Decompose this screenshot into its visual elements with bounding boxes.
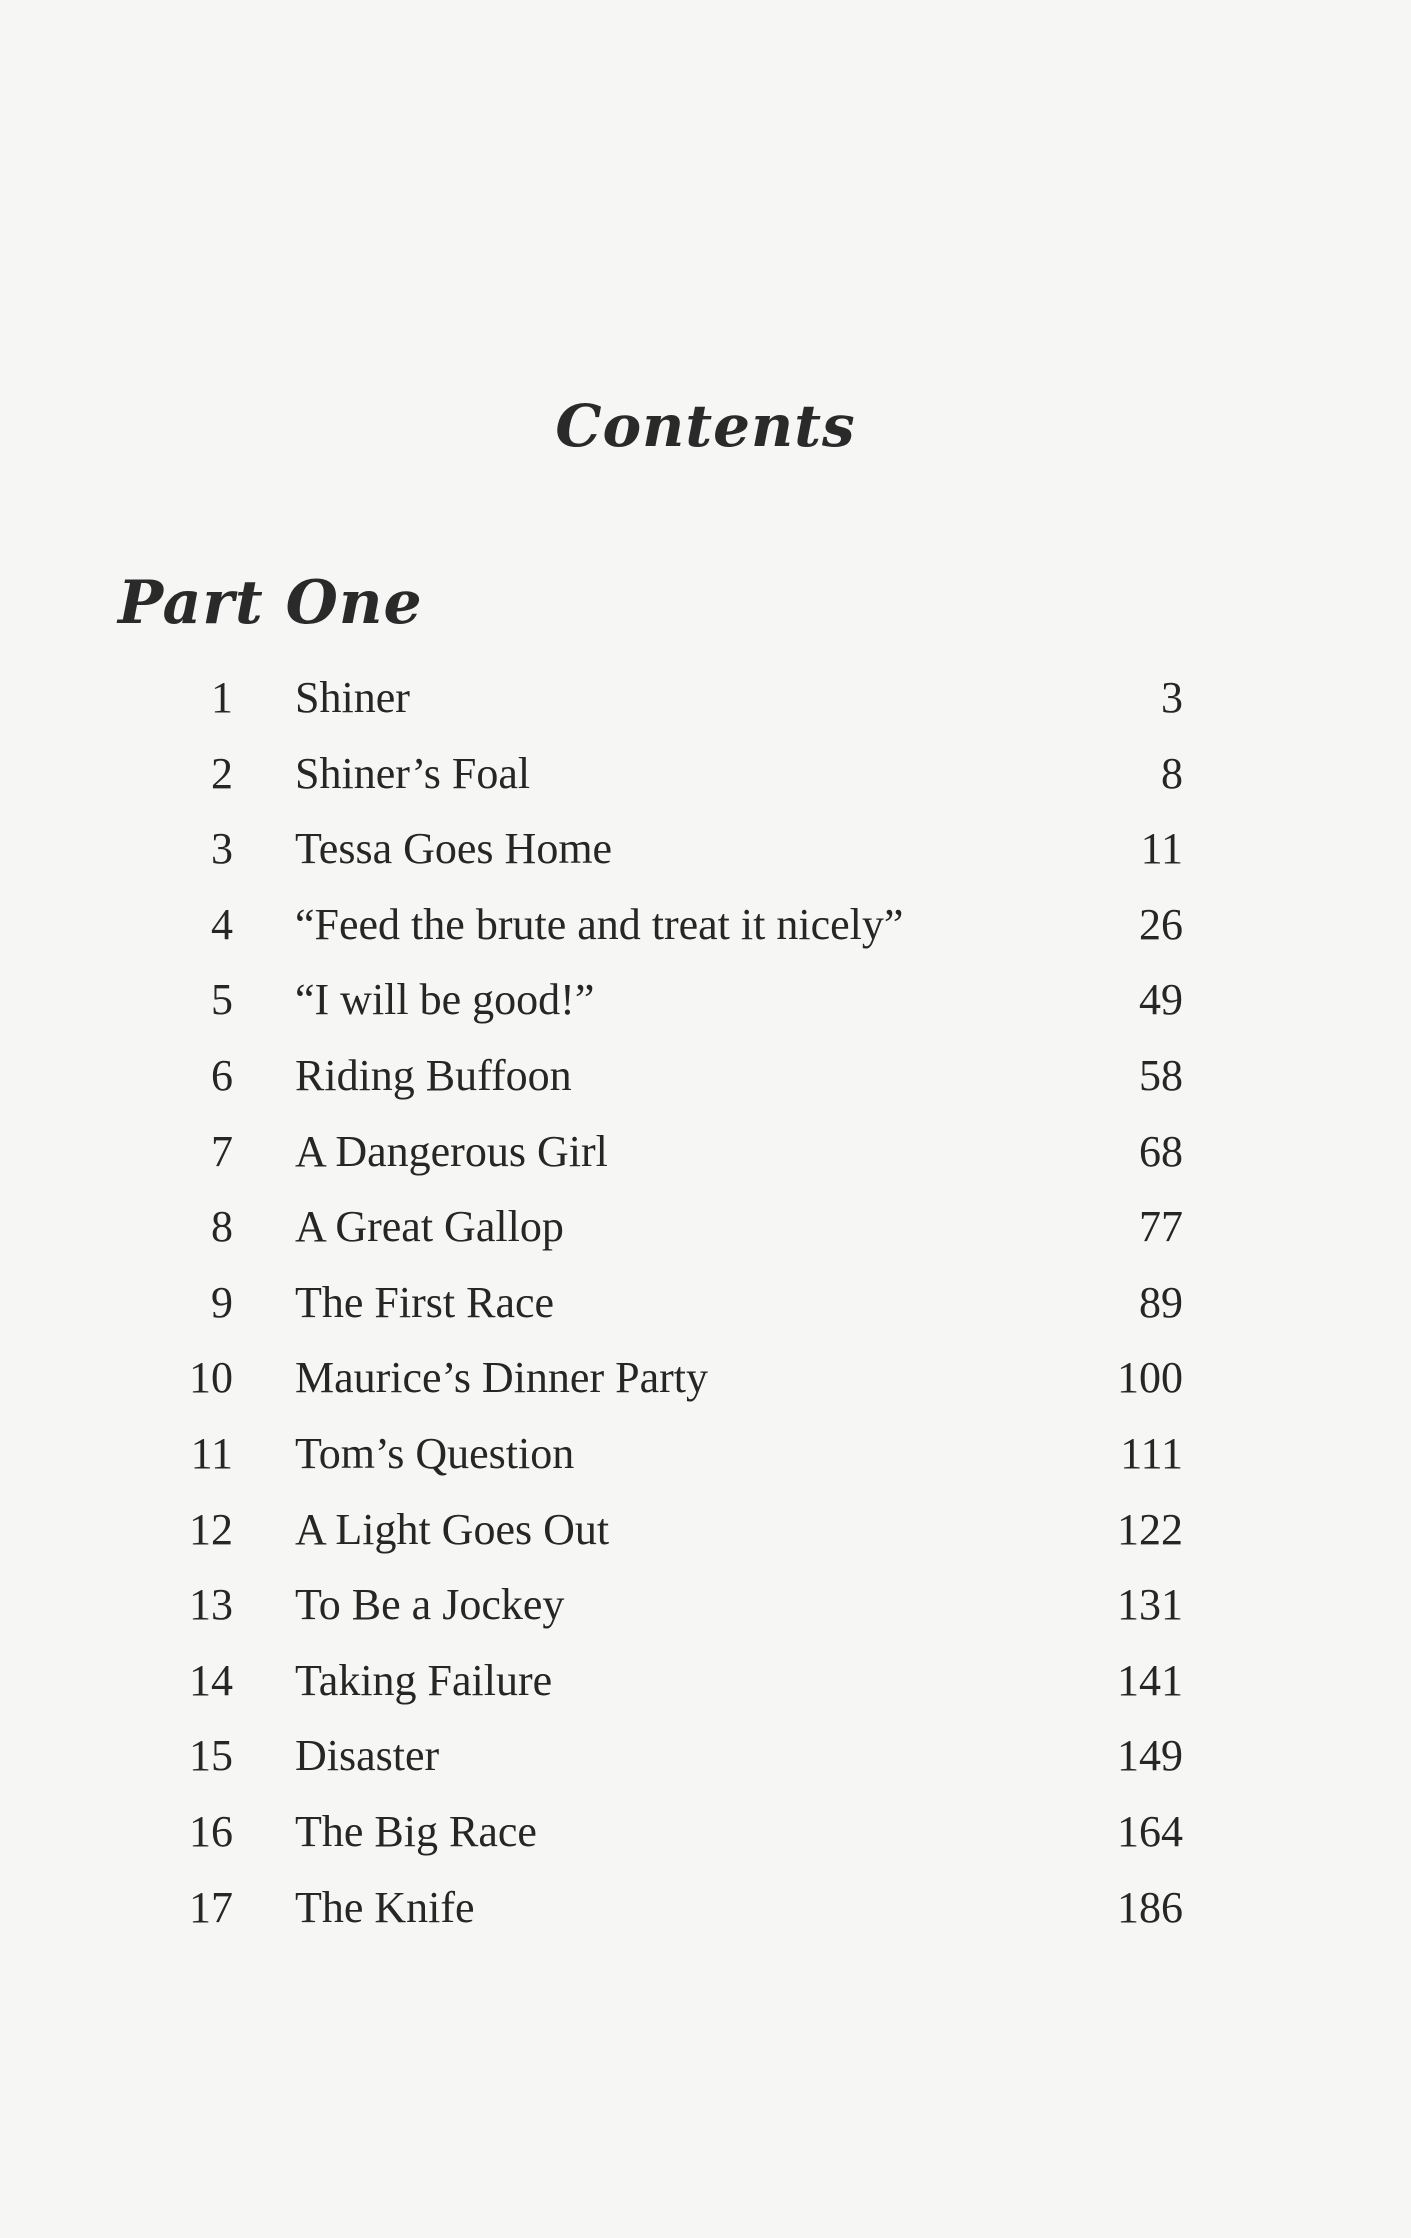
chapter-number: 16 [189,1806,233,1856]
toc-entry [0,962,1411,1038]
chapter-number: 15 [189,1731,233,1781]
chapter-number: 14 [189,1655,233,1705]
chapter-number: 12 [189,1504,233,1554]
chapter-title: Tom’s Question [295,1428,575,1478]
chapter-title: The Knife [295,1882,475,1932]
chapter-title: The First Race [295,1277,555,1327]
page-number: 3 [1161,673,1183,722]
page-number: 141 [1117,1655,1183,1705]
chapter-number: 7 [211,1126,233,1176]
chapter-title: A Great Gallop [295,1202,564,1252]
page-number: 58 [1139,1050,1183,1100]
page-number: 8 [1161,748,1183,798]
chapter-number: 10 [189,1353,233,1403]
page-number: 149 [1117,1731,1183,1781]
chapter-title: Shiner’s Foal [295,748,531,798]
page-number: 11 [1140,824,1183,874]
toc-entry [0,1643,1411,1719]
toc-entry [0,1718,1411,1794]
toc-entry [0,1340,1411,1416]
toc-entry [0,1265,1411,1341]
chapter-number: 8 [211,1202,233,1252]
toc-entry [0,1114,1411,1190]
toc-entry [0,1189,1411,1265]
chapter-title: Tessa Goes Home [295,824,613,874]
chapter-title: Shiner [295,673,410,722]
chapter-title: A Dangerous Girl [295,1126,608,1176]
chapter-title: “I will be good!” [295,975,595,1025]
toc-entry [0,1794,1411,1870]
chapter-title: The Big Race [295,1806,537,1856]
chapter-number: 11 [190,1428,233,1478]
chapter-title: “Feed the brute and treat it nicely” [295,899,904,949]
chapter-title: Disaster [295,1731,440,1781]
toc-entry [0,660,1411,736]
page-number: 49 [1139,975,1183,1025]
chapter-number: 5 [211,975,233,1025]
table-of-contents [0,660,1411,1945]
toc-entry [0,1038,1411,1114]
page-number: 131 [1117,1580,1183,1630]
part-heading: Part One [118,568,423,638]
toc-entry [0,1567,1411,1643]
page-number: 26 [1139,899,1183,949]
toc-entry [0,811,1411,887]
page-number: 122 [1117,1504,1183,1554]
chapter-title: A Light Goes Out [295,1504,610,1554]
chapter-title: Riding Buffoon [295,1050,572,1100]
toc-entry [0,887,1411,963]
toc-entry [0,1870,1411,1946]
page-number: 186 [1117,1882,1183,1932]
chapter-number: 2 [211,748,233,798]
toc-entry [0,736,1411,812]
page-number: 68 [1139,1126,1183,1176]
chapter-number: 9 [211,1277,233,1327]
page-title: Contents [555,392,856,460]
chapter-title: To Be a Jockey [295,1580,565,1630]
page-number: 111 [1120,1428,1183,1478]
chapter-number: 3 [211,824,233,874]
chapter-number: 6 [211,1050,233,1100]
page-number: 100 [1117,1353,1183,1403]
chapter-number: 13 [189,1580,233,1630]
toc-entry [0,1492,1411,1568]
chapter-title: Maurice’s Dinner Party [295,1353,708,1403]
page-number: 164 [1117,1806,1183,1856]
toc-entry [0,1416,1411,1492]
page-number: 89 [1139,1277,1183,1327]
page-number: 77 [1139,1202,1183,1252]
chapter-number: 17 [189,1882,233,1932]
chapter-number: 1 [211,673,233,722]
chapter-number: 4 [211,899,233,949]
chapter-title: Taking Failure [295,1655,553,1705]
